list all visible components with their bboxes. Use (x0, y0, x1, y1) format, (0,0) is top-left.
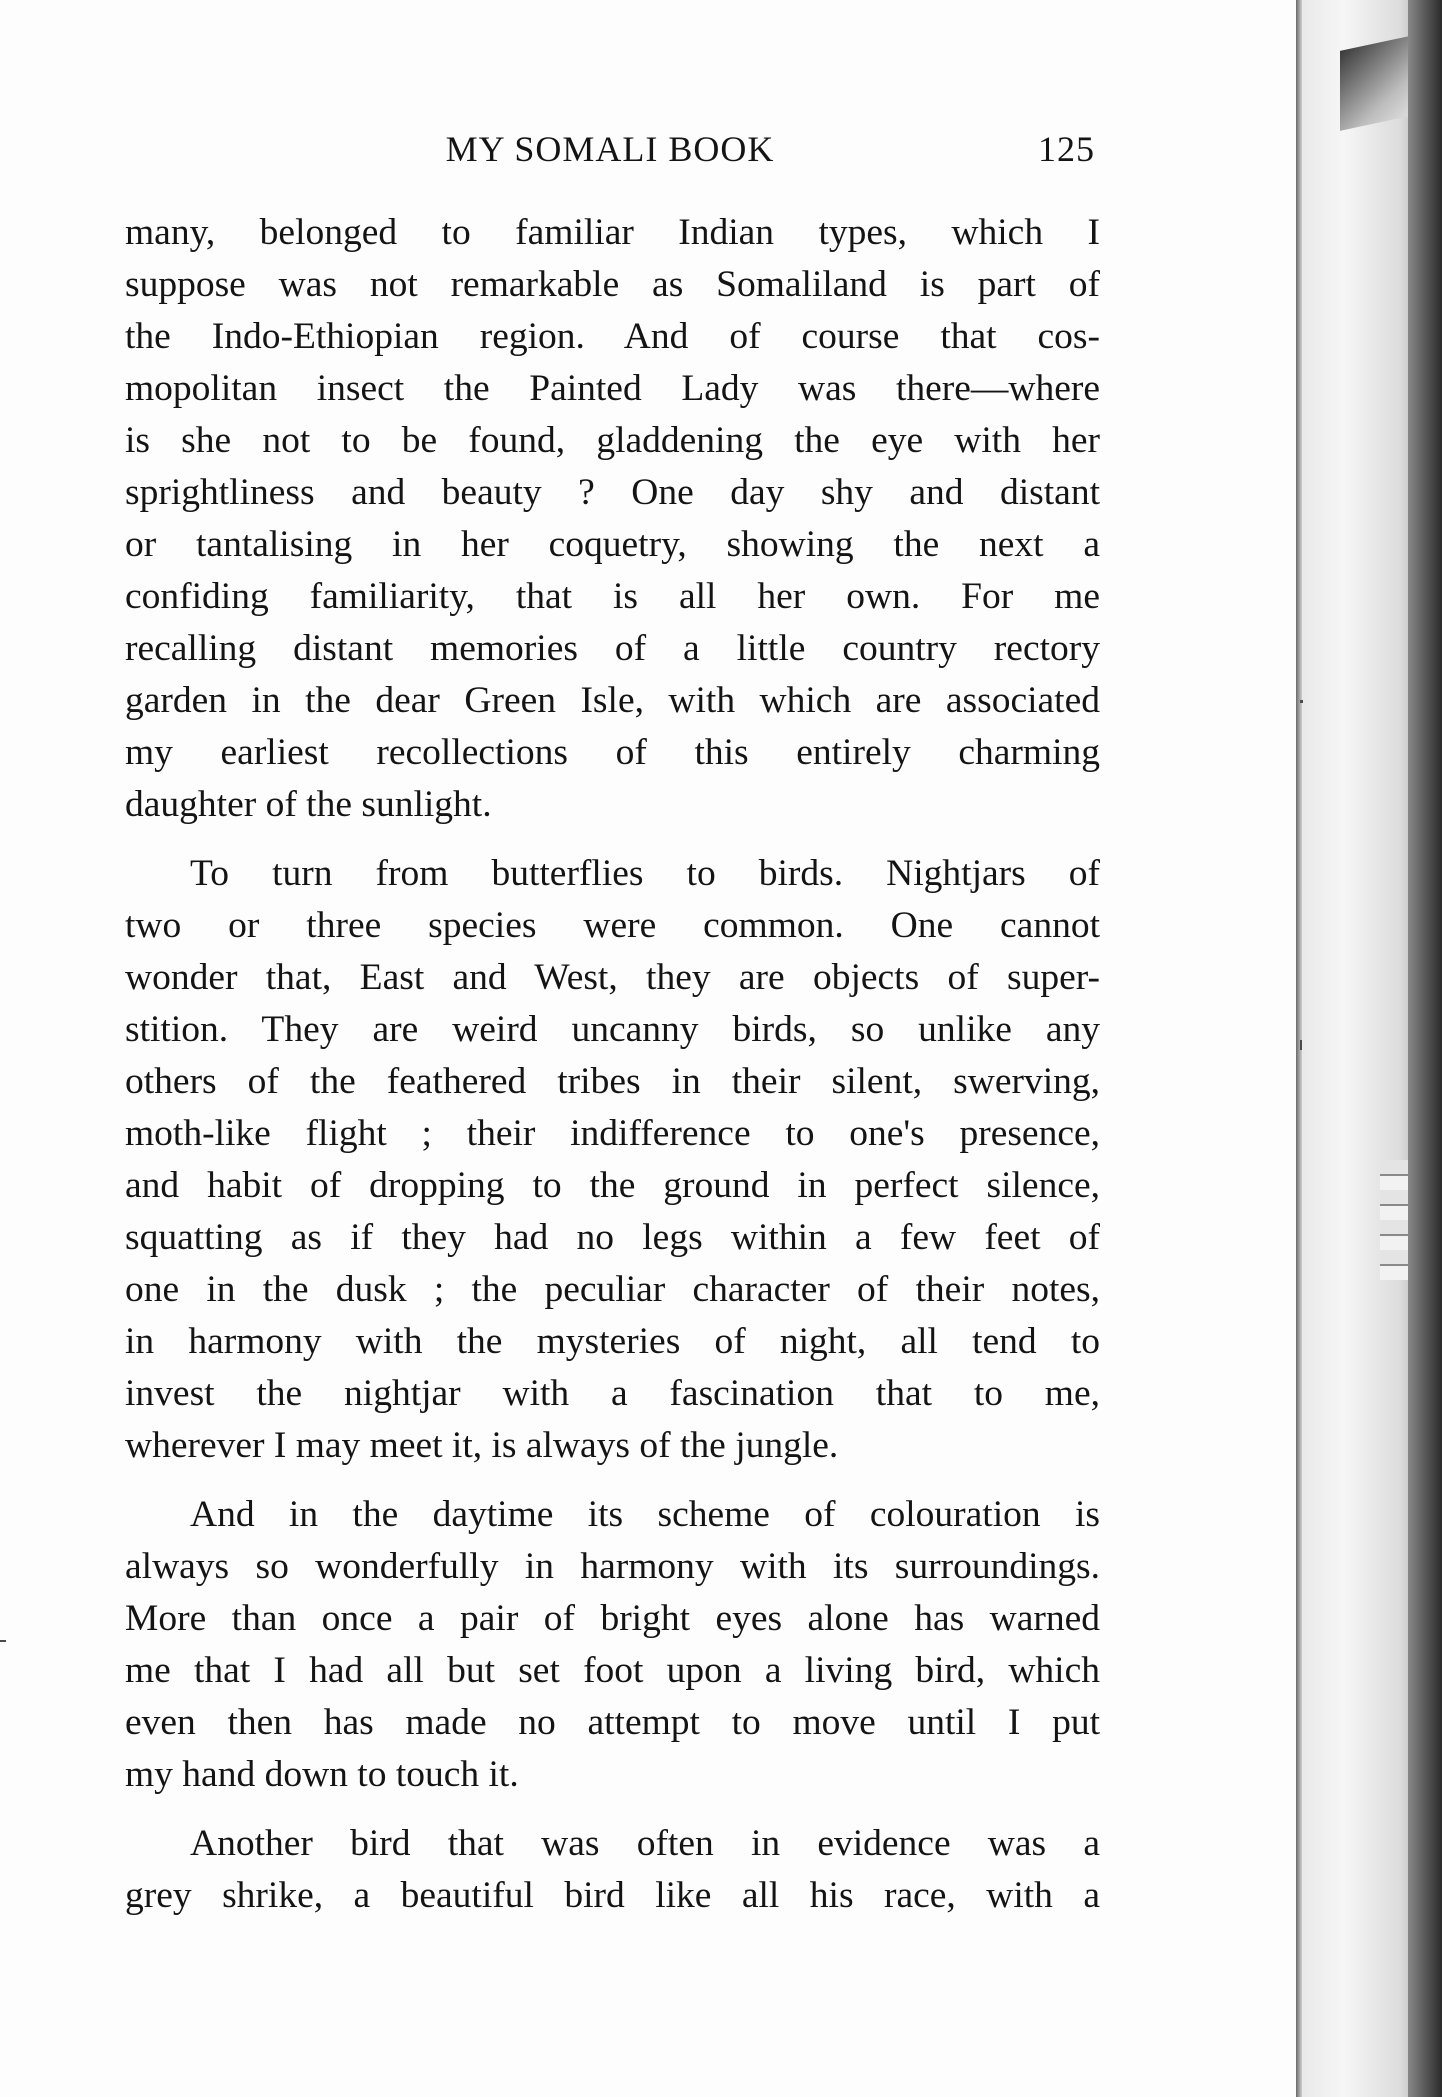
text-line: many, belonged to familiar Indian types, which I (125, 212, 1100, 253)
text-line: and habit of dropping to the ground in perfect silence, (125, 1165, 1100, 1206)
text-line: suppose was not remarkable as Somaliland is part of (125, 264, 1100, 305)
text-line: sprightliness and beauty ? One day shy and distant (125, 472, 1100, 513)
text-line: two or three species were common. One cannot (125, 905, 1100, 946)
text-line: always so wonderfully in harmony with its surroundings. (125, 1546, 1100, 1587)
text-line: Another bird that was often in evidence was a (190, 1823, 1100, 1864)
text-line: stition. They are weird uncanny birds, so unlike any (125, 1009, 1100, 1050)
text-line: To turn from butterflies to birds. Nightjars of (190, 853, 1100, 894)
text-line: garden in the dear Green Isle, with which are associated (125, 680, 1100, 721)
text-line: squatting as if they had no legs within a few feet of (125, 1217, 1100, 1258)
text-line: or tantalising in her coquetry, showing the next a (125, 524, 1100, 565)
text-line: me that I had all but set foot upon a living bird, which (125, 1650, 1100, 1691)
text-line: And in the daytime its scheme of colouration is (190, 1494, 1100, 1535)
page-number: 125 (1038, 129, 1095, 169)
text-line: daughter of the sunlight. (125, 784, 492, 825)
scan-speck (0, 1640, 6, 1642)
text-line: recalling distant memories of a little country rectory (125, 628, 1100, 669)
running-header (125, 128, 1095, 188)
text-line: my hand down to touch it. (125, 1754, 519, 1795)
text-line: grey shrike, a beautiful bird like all his race, with a (125, 1875, 1100, 1916)
text-line: confiding familiarity, that is all her own. For me (125, 576, 1100, 617)
text-line: mopolitan insect the Painted Lady was there—where (125, 368, 1100, 409)
scan-speck (1300, 700, 1303, 703)
text-line: even then has made no attempt to move until I put (125, 1702, 1100, 1743)
text-line: wherever I may meet it, is always of the jungle. (125, 1425, 839, 1466)
running-title: MY SOMALI BOOK (445, 129, 775, 169)
text-line: others of the feathered tribes in their silent, swerving, (125, 1061, 1100, 1102)
text-line: is she not to be found, gladdening the eye with her (125, 420, 1100, 461)
text-line: one in the dusk ; the peculiar character of their notes, (125, 1269, 1100, 1310)
text-line: moth-like flight ; their indifference to one's presence, (125, 1113, 1100, 1154)
text-line: in harmony with the mysteries of night, all tend to (125, 1321, 1100, 1362)
text-line: my earliest recollections of this entirely charming (125, 732, 1100, 773)
text-line: invest the nightjar with a fascination that to me, (125, 1373, 1100, 1414)
scan-speck (1300, 1040, 1302, 1050)
cover-binding-shadow (1408, 0, 1442, 2097)
text-line: the Indo-Ethiopian region. And of course that cos- (125, 316, 1100, 357)
text-line: More than once a pair of bright eyes alone has warned (125, 1598, 1100, 1639)
text-line: wonder that, East and West, they are objects of super- (125, 957, 1100, 998)
